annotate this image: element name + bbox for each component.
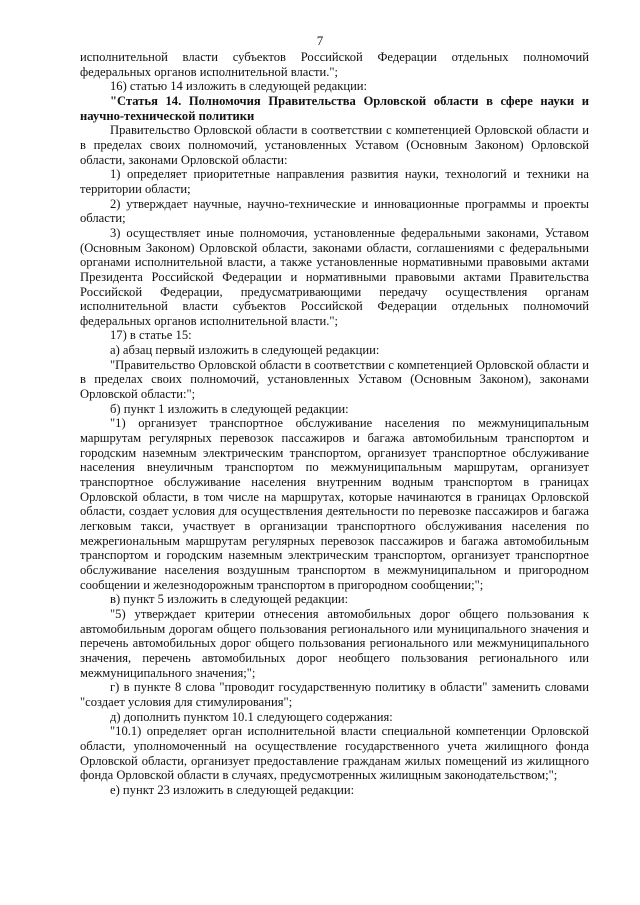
page-number: 7 [316,33,324,48]
paragraph: а) абзац первый изложить в следующей редакции: [110,343,380,358]
paragraph: в) пункт 5 изложить в следующей редакции: [110,592,349,607]
paragraph: "10.1) определяет орган исполнительной власти специальной компетенции Орловской области, уполномоченный на осуществление государственного учета жилищного фонда Орловской области, организует предоставление гражданам жилых помещений из жилищного фонда Орловской области в случаях, предусмотренных жилищным законодательством;"; [80,724,589,783]
paragraph: б) пункт 1 изложить в следующей редакции: [110,401,349,416]
paragraph: 3) осуществляет иные полномочия, установленные федеральными законами, Уставом (Основным Законом) Орловской области, законами области, соглашениями с федеральными органами исполнительной власти, а также установленные нормативными правовыми актами Президента Российской Федерации и нормативными правовыми актами Правительства Российской Федерации, предусматривающими передачу осуществления органам исполнительной власти субъектов Российской Федерации отдельных полномочий федеральных органов исполнительной власти."; [80,225,589,328]
paragraph: 1) определяет приоритетные направления развития науки, технологий и техники на территории области; [80,167,589,196]
paragraph: 16) статью 14 изложить в следующей редакции: [110,79,368,94]
paragraph: исполнительной власти субъектов Российской Федерации отдельных полномочий федеральных органов исполнительной власти."; [80,50,589,79]
paragraph: Правительство Орловской области в соответствии с компетенцией Орловской области и в пределах своих полномочий, установленных Уставом (Основным Законом) Орловской области, законами Орловской области: [80,123,589,167]
paragraph: г) в пункте 8 слова "проводит государственную политику в области" заменить словами "создает условия для стимулирования"; [80,680,589,709]
paragraph: "Правительство Орловской области в соответствии с компетенцией Орловской области и в пределах своих полномочий, установленных Уставом (Основным Законом), законами Орловской области:"; [80,357,589,402]
paragraph: 2) утверждает научные, научно-технические и инновационные программы и проекты области; [80,196,589,226]
paragraph: 17) в статье 15: [110,328,192,343]
paragraph: "1) организует транспортное обслуживание населения по межмуниципальным маршрутам регулярных перевозок пассажиров и багажа автомобильным транспортом и городским наземным электрическим транспортом, организует транспортное обслуживание населения внеуличным транспортом по межмуниципальным маршрутам, организует транспортное обслуживание населения внутренним водным транспортом в границах Орловской области, в том числе на маршрутах, которые начинаются в границах Орловской области, создает условия для осуществления деятельности по перевозке пассажиров и багажа легковым такси, участвует в организации транспортного обслуживания населения по межрегиональным маршрутам регулярных перевозок пассажиров и багажа автомобильным транспортом и городским наземным электрическим транспортом, организует транспортное обслуживание населения воздушным транспортом в межмуниципальном и пригородном сообщении и железнодорожным транспортом в пригородном сообщении;"; [80,416,589,592]
article-heading: "Статья 14. Полномочия Правительства Орловской области в сфере науки и научно-технической политики [80,93,589,123]
paragraph: д) дополнить пунктом 10.1 следующего содержания: [110,709,393,724]
paragraph: "5) утверждает критерии отнесения автомобильных дорог общего пользования к автомобильным дорогам общего пользования регионального или муниципального значения и перечень автомобильных дорог общего пользования регионального или межмуниципального значения, перечень автомобильных дорог необщего пользования регионального или межмуниципального значения;"; [80,606,589,680]
paragraph: е) пункт 23 изложить в следующей редакции: [110,782,355,797]
document-body [80,50,589,797]
